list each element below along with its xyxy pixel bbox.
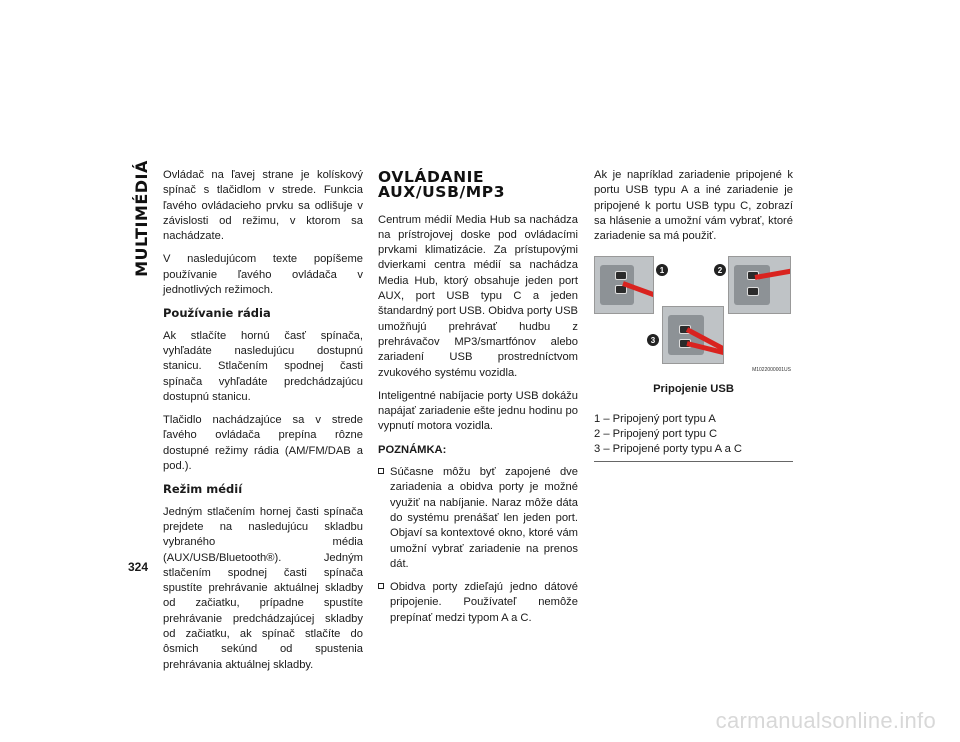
section-heading: OVLÁDANIE AUX/USB/MP3 [378, 168, 506, 202]
marker-3: 3 [647, 334, 659, 346]
usb-connection-figure [594, 256, 793, 378]
paragraph: Ovládač na ľavej strane je kolískový spínač s tlačidlom v strede. Funkcia ľavého ovládacieho prvku sa odlišuje v závislosti od režimu, v ktorom sa nachádzate. [163, 169, 363, 243]
paragraph: Jedným stlačením hornej časti spínača prejdete na nasledujúcu skladbu vybraného média (AUX/USB/Bluetooth®). Jedným stlačením spodnej časti spínača spustíte prehrávanie aktuálnej skladby od začiatku, prípadne spustíte prehrávanie predchádzajúcej skladby od začiatku, ak spínač stlačíte do ôsmich sekúnd od spustenia prehrávania aktuálnej skladby. [163, 505, 363, 671]
checkbox-bullet-icon [378, 583, 384, 589]
legend-item: 1 – Pripojený port typu A [594, 412, 716, 425]
subheading-media: Režim médií [163, 482, 243, 497]
section-tab [128, 159, 154, 277]
photo-type-c [728, 256, 791, 314]
paragraph: V nasledujúcom texte popíšeme používanie ľavého ovládača v jednotlivých režimoch. [163, 253, 363, 297]
column-3 [594, 168, 793, 462]
paragraph: Centrum médií Media Hub sa nachádza na prístrojovej doske pod ovládacími prvkami klimatizácie. Za prístupovými dvierkami centra médií sa nachádza Media Hub, ktorý obsahuje jeden port AUX, port USB typu C a jeden štandardný port USB. Obidva porty USB umožňujú prehrávať hudbu z prehrávačov MP3/smartfónov alebo zariadení USB prostredníctvom zvukového systému vozidla. [378, 213, 578, 379]
watermark: carmanualsonline.info [715, 708, 936, 733]
photo-type-a [594, 256, 654, 314]
paragraph: Ak stlačíte hornú časť spínača, vyhľadáte nasledujúcu dostupnú stanicu. Stlačením spodnej časti spínača vyhľadáte predchádzajúcu dostupnú stanicu. [163, 329, 363, 403]
photo-type-a-and-c [662, 306, 724, 364]
legend-item: 2 – Pripojený port typu C [594, 428, 718, 441]
subheading-radio: Používanie rádia [163, 306, 271, 321]
marker-1: 1 [656, 264, 668, 276]
note-title: POZNÁMKA: [378, 443, 447, 456]
paragraph: Tlačidlo nachádzajúce sa v strede ľavého ovládača prepína rôzne dostupné režimy rádia (AM/FM/DAB a pod.). [163, 414, 363, 473]
paragraph: Inteligentné nabíjacie porty USB dokážu napájať zariadenie ešte jednu hodinu po vypnutí motora vozidla. [378, 389, 578, 433]
checkbox-bullet-icon [378, 468, 384, 474]
column-1 [163, 168, 363, 681]
marker-2: 2 [714, 264, 726, 276]
paragraph: Ak je napríklad zariadenie pripojené k portu USB typu A a iné zariadenie je pripojené k portu USB typu C, zobrazí sa hlásenie a umožní vám vybrať, ktoré zariadenie sa má použiť. [594, 169, 793, 243]
section-tab-label: MULTIMÉDIÁ [131, 159, 151, 277]
figure-code: M1022000001US [752, 367, 791, 374]
column-2 [378, 168, 578, 634]
figure-caption: Pripojenie USB [653, 383, 734, 396]
legend-item: 3 – Pripojené porty typu A a C [594, 443, 743, 456]
note-bullet [378, 465, 578, 572]
note-bullet-text: Obidva porty zdieľajú jedno dátové pripojenie. Používateľ nemôže prepínať medzi typom A a C. [390, 581, 578, 624]
page-number: 324 [128, 560, 149, 574]
figure-legend [594, 412, 793, 462]
note-bullet-text: Súčasne môžu byť zapojené dve zariadenia a obidva porty je možné využiť na nabíjanie. Naraz môže dáta do systému prenášať len jeden port. Objaví sa kontextové okno, ktoré vám umožní vybrať zariadenie na prenos dát. [390, 466, 578, 570]
note-bullet [378, 580, 578, 626]
